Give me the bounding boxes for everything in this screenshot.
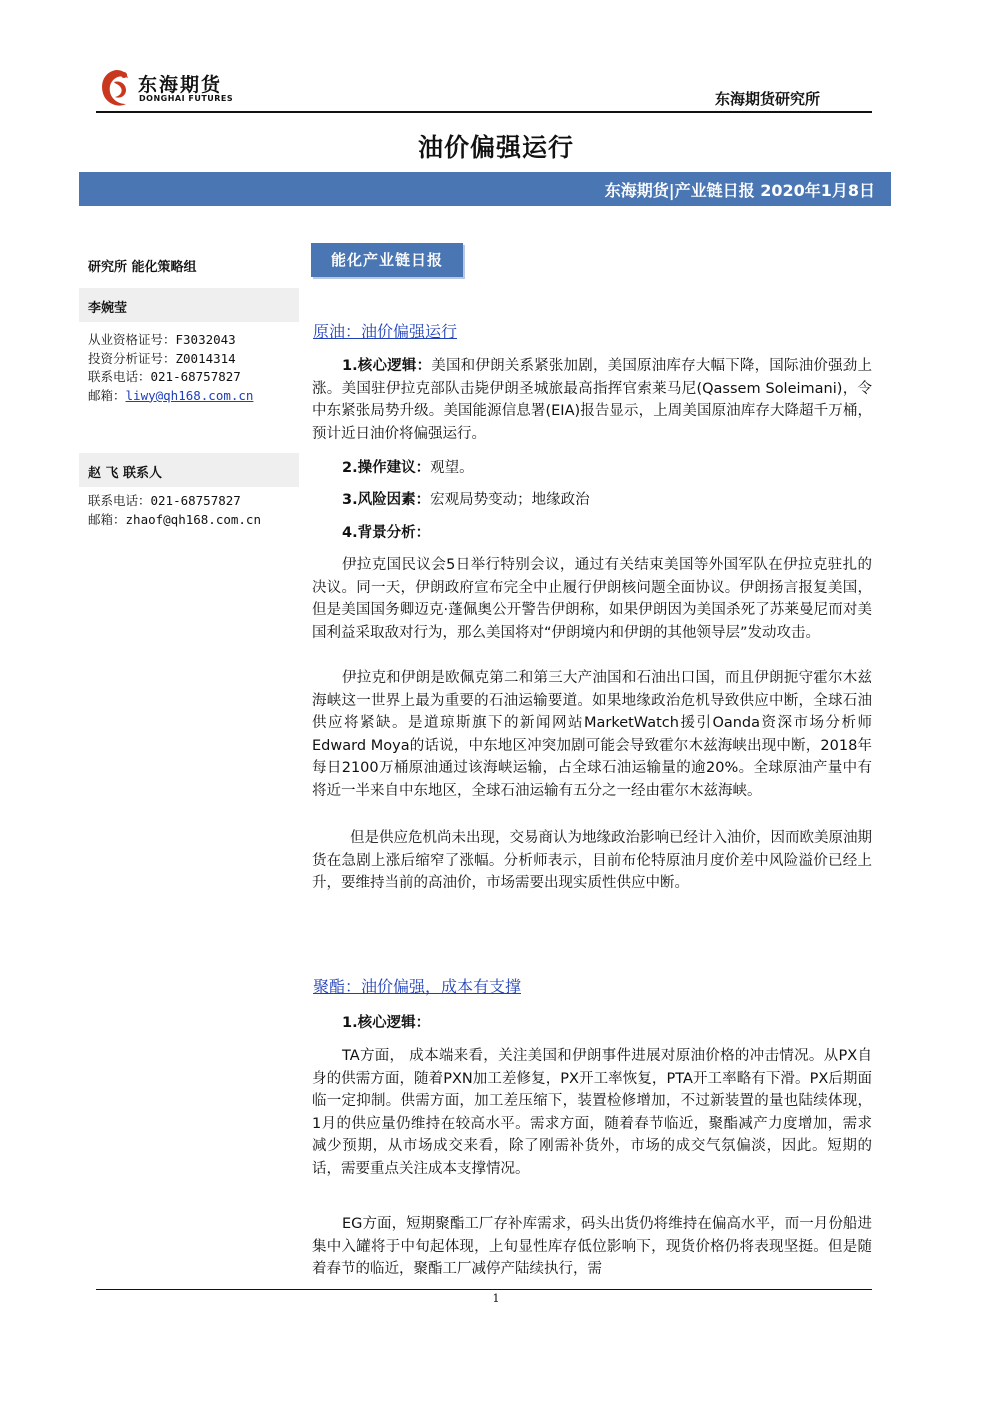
banner-text: 东海期货|产业链日报 2020年1月8日 bbox=[604, 181, 875, 200]
crude-background-heading bbox=[312, 522, 872, 545]
email-text: zhaof@qh168.com.cn bbox=[125, 511, 261, 527]
email-label: 邮箱： bbox=[88, 511, 126, 527]
contact-name: 赵 飞 联系人 bbox=[88, 466, 163, 481]
phone-line: 联系电话：021-68757827 bbox=[88, 493, 241, 508]
report-type-tag: 能化产业链日报 bbox=[311, 243, 463, 277]
crude-background-paragraph-1: 伊拉克国民议会5日举行特别会议，通过有关结束美国等外国军队在伊拉克驻扎的决议。同一天，伊朗政府宣布完全中止履行伊朗核问题全面协议。伊朗扬言报复美国，但是美国国务卿迈克·蓬佩奥公开警告伊朗称，如果伊朗因为美国杀死了苏莱曼尼而对美国利益采取敌对行为，那么美国将对“伊朗境内和伊朗的其他领导层”发动攻击。 bbox=[312, 557, 872, 641]
crude-core-logic bbox=[312, 355, 872, 445]
crude-operation-advice bbox=[312, 457, 872, 480]
polyester-eg-paragraph: EG方面，短期聚酯工厂存补库需求，码头出货仍将维持在偏高水平，而一月份船进集中入罐将于中旬起体现，上旬显性库存低位影响下，现货价格仍将表现坚挺。但是随着春节的临近，聚酯工厂减停产陆续执行，需 bbox=[312, 1216, 872, 1277]
page-title: 油价偏强运行 bbox=[417, 133, 574, 162]
crude-risk-factors bbox=[312, 489, 872, 512]
analyst-cert-line: 投资分析证号：Z0014314 bbox=[88, 350, 236, 366]
advice-label: 2.操作建议： bbox=[342, 460, 431, 476]
polyester-core-logic bbox=[312, 1012, 872, 1035]
email-label: 邮箱： bbox=[88, 387, 126, 403]
phone-line: 联系电话：021-68757827 bbox=[88, 369, 241, 384]
email-line bbox=[88, 511, 261, 530]
crude-background-paragraph-2: 伊拉克和伊朗是欧佩克第二和第三大产油国和石油出口国，而且伊朗扼守霍尔木兹海峡这一世界上最为重要的石油运输要道。如果地缘政治危机导致供应中断，全球石油供应将紧缺。是道琼斯旗下的新闻网站MarketWatch援引Oanda资深市场分析师Edward Moya的话说，中东地区冲突加剧可能会导致霍尔木兹海峡出现中断，2018年每日2100万桶原油通过该海峡运输，占全球石油运输量的逾20%。全球原油产量中有将近一半来自中东地区，全球石油运输有五分之一经由霍尔木兹海峡。 bbox=[312, 670, 872, 799]
department-label: 研究所 能化策略组 bbox=[88, 260, 197, 275]
core-logic-text: 美国和伊朗关系紧张加剧，美国原油库存大幅下降，国际油价强劲上涨。美国驻伊拉克部队击毙伊朗圣城旅最高指挥官索莱马尼(Qassem Soleimani)，令中东紧张局势升级。美国能源信息署(EIA)报告显示，上周美国原油库存大降超千万桶，预计近日油价将偏强运行。 bbox=[312, 358, 872, 442]
risk-text: 宏观局势变动；地缘政治 bbox=[430, 492, 590, 508]
polyester-ta-paragraph: TA方面， 成本端来看，关注美国和伊朗事件进展对原油价格的冲击情况。从PX自身的供需方面，随着PXN加工差修复，PX开工率恢复，PTA开工率略有下滑。PX后期面临一定抑制。供需方面，加工差压缩下，装置检修增加，不过新装置的量也陆续体现，1月的供应量仍维持在较高水平。需求方面，随着春节临近，聚酯减产力度增加，需求减少预期，从市场成交来看，除了刚需补货外，市场的成交气氛偏淡，因此。短期的话，需要重点关注成本支撑情况。 bbox=[312, 1048, 872, 1177]
background-label: 4.背景分析： bbox=[342, 525, 431, 541]
email-line bbox=[88, 387, 253, 406]
logo-english-text: DONGHAI FUTURES bbox=[139, 94, 234, 103]
donghai-logo bbox=[96, 66, 236, 110]
page-number: 1 bbox=[492, 1292, 500, 1305]
report-banner bbox=[79, 172, 891, 206]
contact-name-bar bbox=[79, 453, 299, 487]
logo-emblem-icon bbox=[96, 66, 136, 110]
logo-chinese-text: 东海期货 bbox=[138, 74, 223, 96]
analyst-info bbox=[88, 331, 253, 405]
institute-name: 东海期货研究所 bbox=[714, 90, 820, 108]
section-title-crude[interactable]: 原油：油价偏强运行 bbox=[313, 322, 458, 341]
analyst-name-bar bbox=[79, 288, 299, 322]
header-divider bbox=[96, 111, 872, 113]
contact-info bbox=[88, 492, 261, 529]
crude-background-paragraph-3: 但是供应危机尚未出现，交易商认为地缘政治影响已经计入油价，因而欧美原油期货在急剧上涨后缩窄了涨幅。分析师表示，目前布伦特原油月度价差中风险溢价已经上升，要维持当前的高油价，市场需要出现实质性供应中断。 bbox=[312, 830, 872, 891]
analyst-name: 李婉莹 bbox=[88, 301, 128, 316]
risk-label: 3.风险因素： bbox=[342, 492, 431, 508]
core-logic-label: 1.核心逻辑： bbox=[342, 358, 432, 374]
section-title-polyester[interactable]: 聚酯：油价偏强，成本有支撑 bbox=[313, 977, 522, 996]
qualification-line: 从业资格证号：F3032043 bbox=[88, 332, 236, 347]
footer-divider bbox=[96, 1289, 872, 1290]
core-logic-label: 1.核心逻辑： bbox=[342, 1015, 431, 1031]
advice-text: 观望。 bbox=[430, 460, 474, 476]
email-link[interactable]: liwy@qh168.com.cn bbox=[125, 387, 254, 403]
